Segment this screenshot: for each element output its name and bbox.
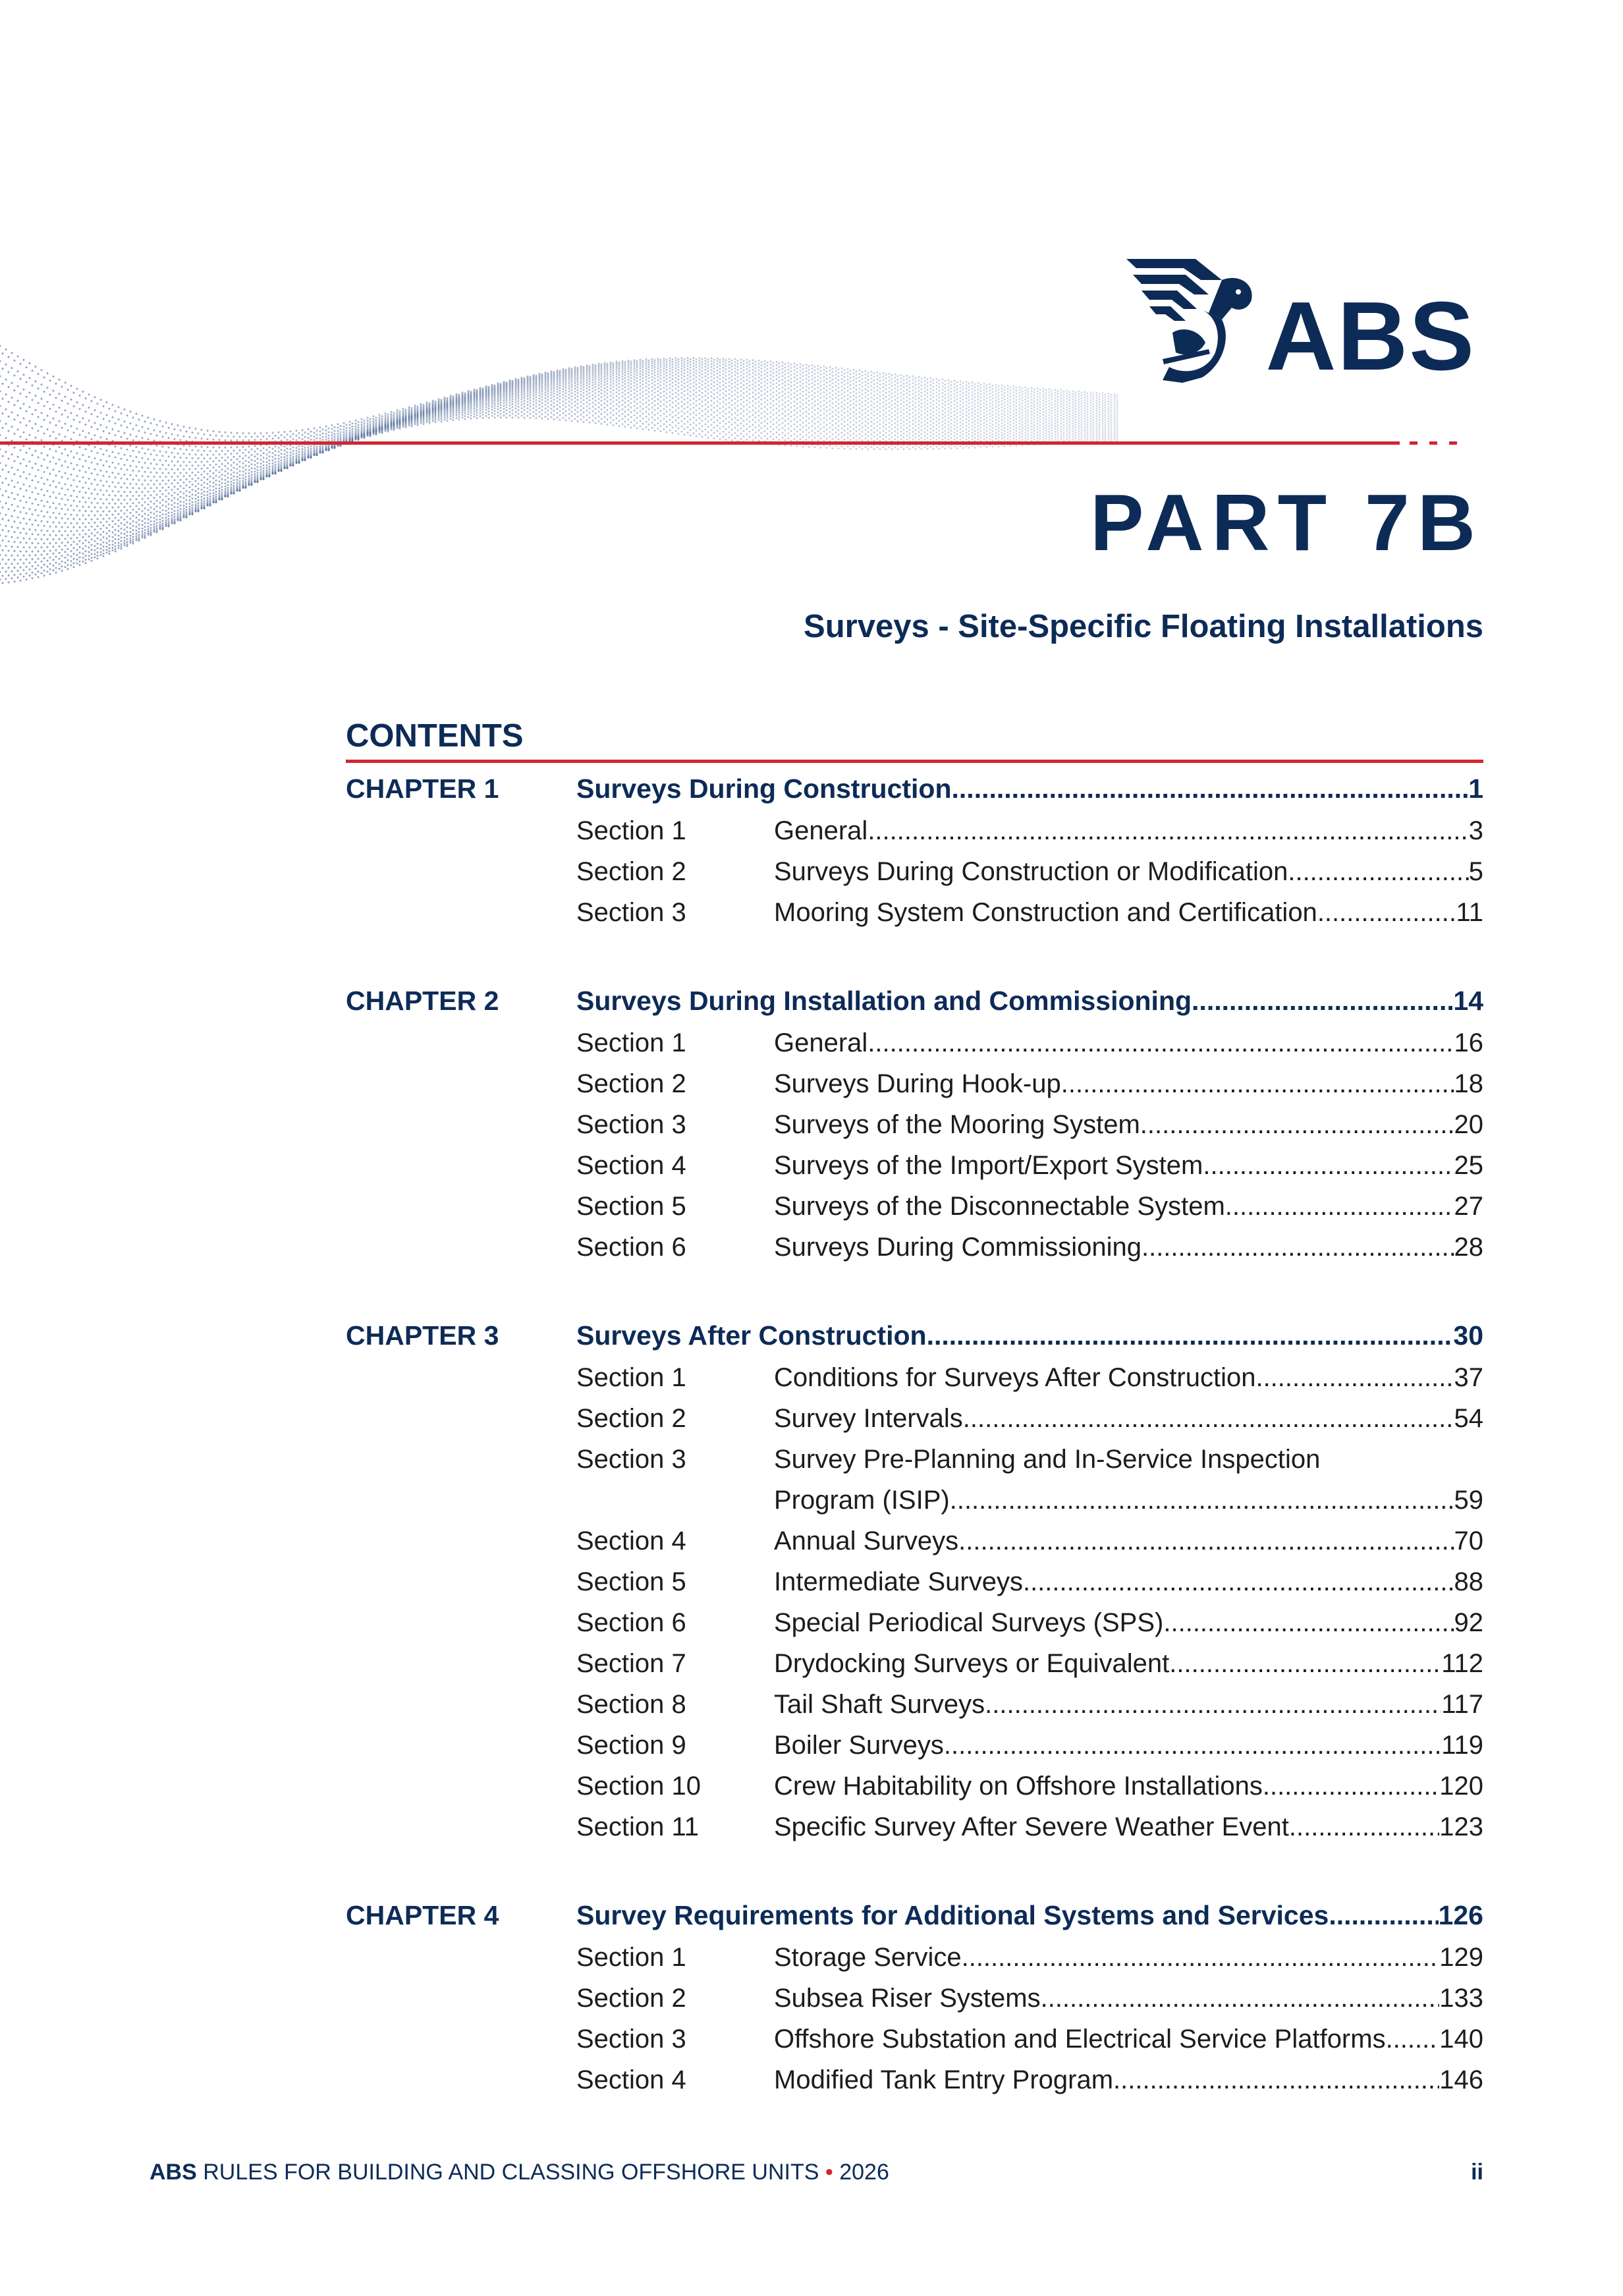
section-label: Section 3 [576, 898, 686, 927]
section-title: Boiler Surveys [774, 1731, 944, 1760]
section-page: 117 [1441, 1690, 1483, 1719]
section-label: Section 4 [576, 1151, 686, 1180]
section-title: Surveys of the Disconnectable System [774, 1192, 1225, 1221]
section-title: General [774, 816, 868, 845]
section-title: Crew Habitability on Offshore Installations [774, 1772, 1263, 1801]
section-title: Intermediate Surveys [774, 1567, 1023, 1596]
header-rule-dash [1410, 441, 1417, 445]
header-rule-dash [1449, 441, 1457, 445]
section-label: Section 3 [576, 2025, 686, 2054]
section-label: Section 9 [576, 1731, 686, 1760]
section-title: Survey Intervals [774, 1404, 963, 1433]
section-title: Conditions for Surveys After Construction [774, 1363, 1256, 1392]
dot-leader [1169, 1643, 1441, 1684]
footer-text: RULES FOR BUILDING AND CLASSING OFFSHORE UNITS [203, 2160, 819, 2185]
section-label: Section 7 [576, 1649, 686, 1678]
section-page: 11 [1456, 898, 1483, 927]
contents-rule [346, 760, 1483, 763]
section-page: 37 [1454, 1363, 1483, 1392]
section-label: Section 4 [576, 1526, 686, 1555]
section-page: 133 [1439, 1984, 1483, 2013]
section-title: Modified Tank Entry Program [774, 2065, 1114, 2094]
section-label: Section 11 [576, 1812, 700, 1841]
section-page: 25 [1454, 1151, 1483, 1180]
dot-leader [1023, 1561, 1454, 1602]
section-label: Section 1 [576, 1028, 686, 1057]
section-title: Mooring System Construction and Certification [774, 898, 1317, 927]
section-label: Section 1 [576, 816, 686, 845]
section-label: Section 3 [576, 1110, 686, 1139]
section-title: Surveys During Hook-up [774, 1069, 1061, 1098]
chapter-page: 1 [1468, 773, 1483, 804]
toc-section-entry[interactable] [346, 2019, 1483, 2059]
page-number: ii [1471, 2160, 1483, 2185]
toc-chapter [346, 979, 1483, 1268]
dot-leader [1113, 2059, 1439, 2100]
section-label: Section 4 [576, 2065, 686, 2094]
section-page: 54 [1454, 1404, 1483, 1433]
section-title: Specific Survey After Severe Weather Event [774, 1812, 1289, 1841]
dot-leader [1289, 1806, 1439, 1847]
section-page: 123 [1439, 1812, 1483, 1841]
chapter-title: Surveys After Construction [576, 1320, 927, 1351]
chapter-page: 126 [1438, 1900, 1483, 1930]
dot-leader [1041, 1978, 1440, 2019]
toc-section-entry[interactable] [346, 1398, 1483, 1439]
section-page: 92 [1454, 1608, 1483, 1637]
section-page: 3 [1468, 816, 1483, 845]
section-title: Surveys During Commissioning [774, 1233, 1142, 1262]
section-label: Section 8 [576, 1690, 686, 1719]
toc-section-entry[interactable] [346, 2059, 1483, 2100]
toc-chapter-entry[interactable] [346, 767, 1483, 810]
footer-year: 2026 [839, 2160, 889, 2185]
toc-section-entry[interactable] [346, 1937, 1483, 1978]
chapter-title: Surveys During Installation and Commissioning [576, 986, 1192, 1016]
toc-section-entry[interactable] [346, 1602, 1483, 1643]
contents-heading: CONTENTS [346, 718, 524, 754]
toc-section-entry[interactable] [346, 1104, 1483, 1145]
section-title: Subsea Riser Systems [774, 1984, 1041, 2013]
dot-leader [1288, 851, 1468, 892]
header-rule-dash [1429, 441, 1437, 445]
dot-leader [958, 1521, 1454, 1561]
section-label: Section 6 [576, 1608, 686, 1637]
section-page: 146 [1439, 2065, 1483, 2094]
toc-section-entry[interactable] [346, 1806, 1483, 1847]
chapter-page: 30 [1453, 1320, 1483, 1351]
chapter-label: CHAPTER 3 [346, 1320, 499, 1351]
toc-section-entry[interactable] [346, 1022, 1483, 1063]
toc-section-entry[interactable] [346, 1978, 1483, 2019]
section-page: 20 [1454, 1110, 1483, 1139]
section-title: Survey Pre-Planning and In-Service Inspection [774, 1445, 1321, 1474]
toc-chapter [346, 767, 1483, 933]
section-page: 88 [1454, 1567, 1483, 1596]
section-title: General [774, 1028, 868, 1057]
toc-chapter-entry[interactable] [346, 1314, 1483, 1357]
dot-leader [944, 1725, 1441, 1766]
section-page: 16 [1454, 1028, 1483, 1057]
toc-section-entry[interactable] [346, 851, 1483, 892]
chapter-title: Survey Requirements for Additional Systems and Services [576, 1900, 1329, 1930]
section-page: 120 [1439, 1772, 1483, 1801]
section-title: Storage Service [774, 1943, 962, 1972]
toc-section-entry[interactable] [346, 1145, 1483, 1186]
dot-leader [867, 810, 1468, 851]
dot-leader [927, 1314, 1454, 1357]
section-title: Surveys of the Mooring System [774, 1110, 1140, 1139]
dot-leader [1163, 1602, 1454, 1643]
dot-leader [1203, 1145, 1454, 1186]
section-page: 119 [1441, 1731, 1483, 1760]
table-of-contents [346, 767, 1483, 2146]
dot-leader [1225, 1186, 1454, 1227]
dot-leader [1317, 892, 1456, 933]
section-page: 70 [1454, 1526, 1483, 1555]
dot-leader [867, 1022, 1454, 1063]
dot-leader [1192, 979, 1453, 1022]
toc-section-entry[interactable] [346, 1643, 1483, 1684]
toc-section-entry[interactable] [346, 1521, 1483, 1561]
toc-section-entry[interactable] [346, 1561, 1483, 1602]
section-title: Surveys of the Import/Export System [774, 1151, 1203, 1180]
section-title: Annual Surveys [774, 1526, 959, 1555]
toc-section-entry[interactable] [346, 1186, 1483, 1227]
dot-leader [1329, 1893, 1438, 1937]
footer-brand: ABS [150, 2160, 197, 2185]
section-page: 140 [1439, 2025, 1483, 2054]
dot-leader [963, 1398, 1454, 1439]
chapter-label: CHAPTER 2 [346, 986, 499, 1016]
dot-leader [1255, 1357, 1454, 1398]
section-label: Section 2 [576, 1069, 686, 1098]
section-page: 27 [1454, 1192, 1483, 1221]
toc-section-entry[interactable] [346, 1357, 1483, 1398]
dot-leader [1061, 1063, 1454, 1104]
section-title-continued: Program (ISIP) [774, 1486, 950, 1515]
toc-section-entry[interactable] [346, 1684, 1483, 1725]
dot-leader [952, 767, 1469, 810]
toc-section-entry[interactable] [346, 1725, 1483, 1766]
section-title: Offshore Substation and Electrical Service Platforms [774, 2025, 1386, 2054]
dot-leader [1386, 2019, 1440, 2059]
toc-chapter-entry[interactable] [346, 979, 1483, 1022]
section-label: Section 10 [576, 1772, 701, 1801]
section-label: Section 5 [576, 1192, 686, 1221]
toc-section-entry[interactable] [346, 1227, 1483, 1268]
dot-leader [1263, 1766, 1439, 1806]
section-label: Section 5 [576, 1567, 686, 1596]
section-page: 18 [1454, 1069, 1483, 1098]
dot-leader [1140, 1104, 1454, 1145]
header-rule [0, 441, 1400, 445]
toc-chapter [346, 1314, 1483, 1847]
toc-section-entry[interactable] [346, 892, 1483, 933]
section-label: Section 2 [576, 1984, 686, 2013]
part-title: PART 7B [1090, 478, 1483, 567]
chapter-label: CHAPTER 4 [346, 1900, 499, 1930]
section-title: Surveys During Construction or Modification [774, 857, 1288, 886]
chapter-title: Surveys During Construction [576, 773, 952, 804]
dot-leader [1142, 1227, 1454, 1268]
toc-section-entry[interactable] [346, 1063, 1483, 1104]
toc-chapter [346, 1893, 1483, 2100]
section-label: Section 3 [576, 1445, 686, 1474]
chapter-page: 14 [1453, 986, 1483, 1016]
abs-logo [1123, 254, 1475, 391]
section-page: 112 [1441, 1649, 1483, 1678]
section-label: Section 6 [576, 1233, 686, 1262]
abs-logo-text: ABS [1265, 282, 1475, 391]
dot-leader [985, 1684, 1441, 1725]
part-subtitle: Surveys - Site-Specific Floating Installations [804, 609, 1483, 644]
section-page: 129 [1439, 1943, 1483, 1972]
toc-section-entry[interactable] [346, 1766, 1483, 1806]
section-title: Tail Shaft Surveys [774, 1690, 985, 1719]
toc-section-entry[interactable] [346, 810, 1483, 851]
toc-section-entry[interactable] [346, 1439, 1483, 1521]
section-page: 5 [1468, 857, 1483, 886]
toc-chapter-entry[interactable] [346, 1893, 1483, 1937]
dot-leader [962, 1937, 1440, 1978]
footer-bullet: • [825, 2160, 833, 2185]
wave-graphic [0, 244, 1120, 613]
section-label: Section 2 [576, 1404, 686, 1433]
chapter-label: CHAPTER 1 [346, 773, 499, 804]
section-label: Section 1 [576, 1943, 686, 1972]
section-label: Section 2 [576, 857, 686, 886]
section-page: 28 [1454, 1233, 1483, 1262]
footer-title [150, 2159, 889, 2185]
section-title: Special Periodical Surveys (SPS) [774, 1608, 1164, 1637]
section-label: Section 1 [576, 1363, 686, 1392]
eagle-emblem-icon [1123, 254, 1255, 385]
dot-leader [950, 1480, 1454, 1521]
section-page: 59 [1454, 1486, 1483, 1515]
section-title: Drydocking Surveys or Equivalent [774, 1649, 1170, 1678]
